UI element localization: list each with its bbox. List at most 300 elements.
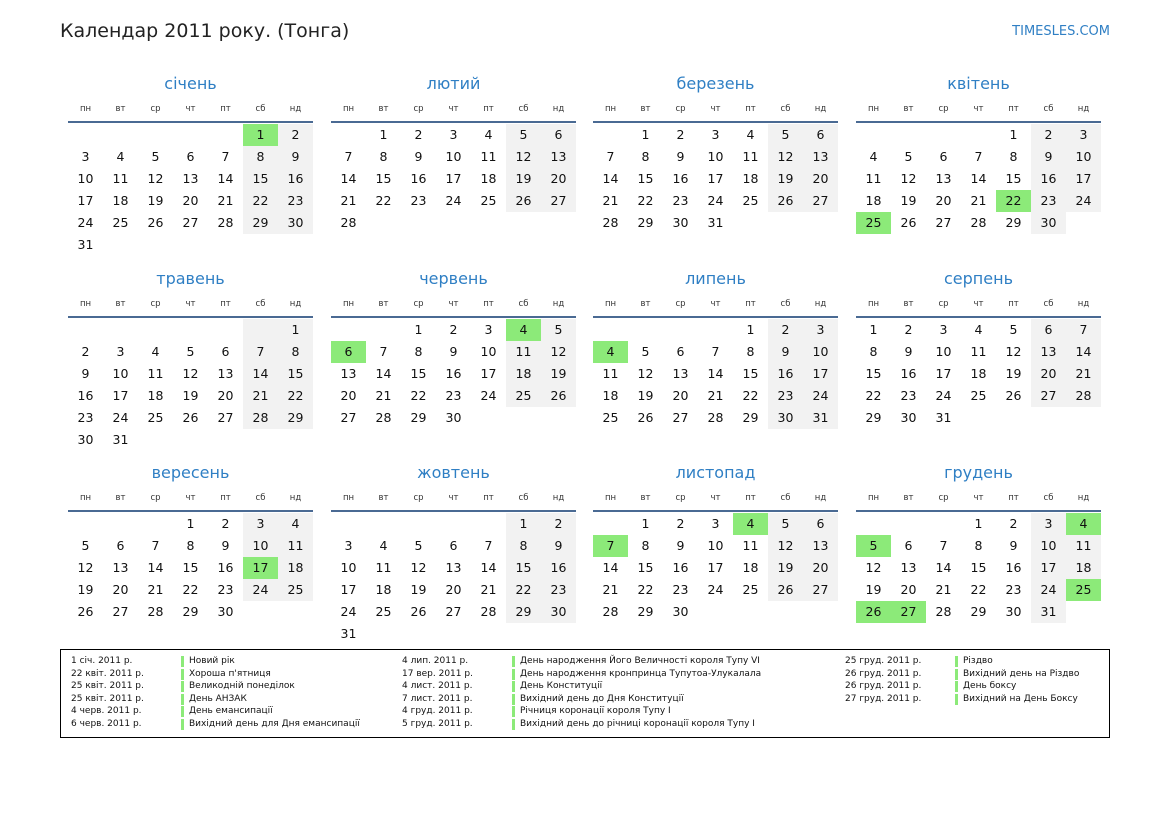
week-row [68, 429, 313, 451]
holiday-color-marker [181, 706, 184, 717]
day-cell: 5 [186, 344, 195, 359]
day-cell: 3 [344, 538, 353, 553]
day-cell: 29 [410, 410, 427, 425]
day-cell: 9 [81, 366, 90, 381]
day-cell: 30 [541, 601, 576, 623]
day-cell: 7 [606, 149, 615, 164]
day-cell: 10 [1031, 535, 1066, 557]
day-cell: 22 [506, 579, 541, 601]
day-cell: 17 [480, 366, 497, 381]
empty-day-cell [1031, 407, 1066, 429]
day-cell: 13 [182, 171, 199, 186]
empty-day-cell [208, 124, 243, 146]
day-cell: 27 [803, 579, 838, 601]
week-row [68, 168, 313, 190]
day-cell: 22 [375, 193, 392, 208]
weekday-label: пт [483, 104, 494, 114]
holiday-name: Річниця коронації короля Тупу I [520, 706, 671, 717]
day-cell: 9 [541, 535, 576, 557]
weekday-label: нд [814, 104, 827, 114]
week-row [856, 190, 1101, 212]
week-row [593, 579, 838, 601]
day-cell: 13 [541, 146, 576, 168]
day-cell: 1 [243, 124, 278, 146]
day-cell: 7 [221, 149, 230, 164]
day-cell: 20 [803, 168, 838, 190]
weekday-label: пт [220, 104, 231, 114]
day-cell: 23 [900, 388, 917, 403]
day-cell: 10 [707, 538, 724, 553]
empty-day-cell [243, 319, 278, 341]
legend-entry [71, 655, 360, 668]
day-cell: 22 [278, 385, 313, 407]
day-cell: 1 [1009, 127, 1018, 142]
day-cell: 14 [970, 171, 987, 186]
day-cell: 12 [506, 146, 541, 168]
day-cell: 29 [637, 215, 654, 230]
weekday-label: пт [745, 299, 756, 309]
day-cell: 3 [711, 127, 720, 142]
day-cell: 21 [707, 388, 724, 403]
week-row [68, 190, 313, 212]
day-cell: 14 [935, 560, 952, 575]
day-cell: 25 [1066, 579, 1101, 601]
day-cell: 13 [445, 560, 462, 575]
day-cell: 12 [768, 146, 803, 168]
empty-day-cell [208, 234, 243, 256]
holiday-date: 25 груд. 2011 р. [845, 656, 922, 666]
day-cell: 31 [112, 432, 129, 447]
day-cell: 16 [445, 366, 462, 381]
day-cell: 26 [410, 604, 427, 619]
week-row [331, 341, 576, 363]
day-cell: 12 [865, 560, 882, 575]
day-cell: 16 [672, 171, 689, 186]
weekday-label: чт [973, 104, 984, 114]
empty-day-cell [208, 429, 243, 451]
week-row [856, 341, 1101, 363]
day-cell: 29 [1005, 215, 1022, 230]
holiday-name: Різдво [963, 656, 993, 666]
empty-day-cell [891, 124, 926, 146]
month-name: серпень [944, 269, 1013, 288]
holiday-name: Великодній понеділок [189, 681, 295, 692]
day-cell: 9 [676, 149, 685, 164]
week-row [68, 341, 313, 363]
day-cell: 23 [217, 582, 234, 597]
day-cell: 27 [112, 604, 129, 619]
day-cell: 5 [856, 535, 891, 557]
day-cell: 15 [970, 560, 987, 575]
day-cell: 15 [742, 366, 759, 381]
day-cell: 7 [711, 344, 720, 359]
weekday-label: чт [185, 299, 196, 309]
empty-day-cell [401, 623, 436, 645]
weekday-label: вт [640, 493, 651, 503]
day-cell: 29 [243, 212, 278, 234]
empty-day-cell [593, 513, 628, 535]
empty-day-cell [331, 513, 366, 535]
day-cell: 27 [445, 604, 462, 619]
weekday-label: пн [79, 299, 92, 309]
legend-entry [71, 680, 360, 693]
day-cell: 29 [970, 604, 987, 619]
day-cell: 2 [768, 319, 803, 341]
week-row [331, 146, 576, 168]
day-cell: 30 [1031, 212, 1066, 234]
day-cell: 17 [707, 171, 724, 186]
week-row [593, 124, 838, 146]
day-cell: 6 [331, 341, 366, 363]
day-cell: 1 [974, 516, 983, 531]
weekday-label: нд [552, 493, 565, 503]
week-row [593, 557, 838, 579]
empty-day-cell [1066, 212, 1101, 234]
day-cell: 9 [904, 344, 913, 359]
day-cell: 22 [996, 190, 1031, 212]
legend-entry [402, 668, 761, 681]
month-calendar [331, 461, 576, 645]
holiday-name: Новий рік [189, 656, 235, 666]
weekday-label: пн [867, 299, 880, 309]
day-cell: 17 [1031, 557, 1066, 579]
holiday-name: Вихідний день для Дня емансипації [189, 718, 360, 729]
empty-day-cell [173, 429, 208, 451]
day-cell: 31 [340, 626, 357, 641]
day-cell: 20 [541, 168, 576, 190]
empty-day-cell [103, 513, 138, 535]
day-cell: 1 [379, 127, 388, 142]
holiday-date: 22 квіт. 2011 р. [71, 668, 144, 679]
holiday-color-marker [181, 694, 184, 705]
holiday-date: 4 груд. 2011 р. [402, 706, 473, 717]
weekday-label: нд [552, 299, 565, 309]
header-divider [593, 316, 838, 318]
weekday-label: нд [289, 493, 302, 503]
week-row [331, 623, 576, 645]
day-cell: 6 [221, 344, 230, 359]
day-cell: 17 [803, 363, 838, 385]
day-cell: 16 [768, 363, 803, 385]
weekday-label: пн [79, 493, 92, 503]
empty-day-cell [68, 513, 103, 535]
weekday-label: нд [1077, 299, 1090, 309]
day-cell: 14 [602, 171, 619, 186]
day-cell: 24 [340, 604, 357, 619]
day-cell: 1 [506, 513, 541, 535]
weekday-label: чт [448, 493, 459, 503]
day-cell: 27 [935, 215, 952, 230]
day-cell: 24 [445, 193, 462, 208]
legend-entry [402, 693, 761, 706]
day-cell: 16 [541, 557, 576, 579]
empty-day-cell [173, 234, 208, 256]
day-cell: 7 [379, 344, 388, 359]
holiday-date: 4 лист. 2011 р. [402, 681, 473, 692]
day-cell: 17 [340, 582, 357, 597]
day-cell: 27 [541, 190, 576, 212]
day-cell: 12 [768, 535, 803, 557]
empty-day-cell [1066, 601, 1101, 623]
week-row [331, 385, 576, 407]
day-cell: 2 [1009, 516, 1018, 531]
empty-day-cell [803, 601, 838, 623]
weekday-header [856, 102, 1101, 116]
day-cell: 8 [379, 149, 388, 164]
day-cell: 24 [707, 582, 724, 597]
week-row [331, 319, 576, 341]
weekday-header [593, 297, 838, 311]
day-cell: 6 [541, 124, 576, 146]
day-cell: 17 [1066, 168, 1101, 190]
week-row [856, 363, 1101, 385]
day-cell: 13 [803, 535, 838, 557]
week-row [856, 407, 1101, 429]
day-cell: 3 [711, 516, 720, 531]
holiday-name: День боксу [963, 681, 1017, 692]
empty-day-cell [173, 124, 208, 146]
day-cell: 22 [637, 582, 654, 597]
day-cell: 21 [480, 582, 497, 597]
day-cell: 28 [970, 215, 987, 230]
day-cell: 25 [112, 215, 129, 230]
day-cell: 2 [676, 127, 685, 142]
day-cell: 28 [147, 604, 164, 619]
day-cell: 15 [637, 171, 654, 186]
legend-entry [845, 680, 1079, 693]
holiday-date: 4 черв. 2011 р. [71, 706, 142, 717]
weekday-label: пт [483, 299, 494, 309]
week-row [68, 385, 313, 407]
week-row [593, 168, 838, 190]
day-cell: 7 [593, 535, 628, 557]
weekday-label: сб [255, 104, 266, 114]
day-cell: 23 [541, 579, 576, 601]
weekday-header [68, 491, 313, 505]
holiday-color-marker [181, 669, 184, 680]
holiday-color-marker [955, 681, 958, 692]
day-cell: 10 [803, 341, 838, 363]
day-cell: 28 [707, 410, 724, 425]
day-cell: 30 [672, 604, 689, 619]
empty-day-cell [506, 623, 541, 645]
day-cell: 29 [506, 601, 541, 623]
weekday-label: вт [903, 299, 914, 309]
day-cell: 8 [869, 344, 878, 359]
week-row [593, 190, 838, 212]
day-cell: 28 [602, 604, 619, 619]
day-cell: 10 [243, 535, 278, 557]
day-cell: 31 [803, 407, 838, 429]
weekday-label: вт [115, 104, 126, 114]
day-cell: 18 [506, 363, 541, 385]
week-row [593, 363, 838, 385]
weekday-header [331, 297, 576, 311]
day-cell: 30 [768, 407, 803, 429]
empty-day-cell [593, 319, 628, 341]
week-row [68, 513, 313, 535]
day-cell: 4 [1066, 513, 1101, 535]
empty-day-cell [366, 319, 401, 341]
empty-day-cell [663, 319, 698, 341]
day-cell: 2 [676, 516, 685, 531]
day-cell: 25 [970, 388, 987, 403]
day-cell: 5 [904, 149, 913, 164]
empty-day-cell [593, 124, 628, 146]
weekday-label: вт [115, 299, 126, 309]
day-cell: 24 [935, 388, 952, 403]
day-cell: 10 [707, 149, 724, 164]
day-cell: 27 [217, 410, 234, 425]
day-cell: 28 [480, 604, 497, 619]
day-cell: 8 [186, 538, 195, 553]
weekday-header [331, 102, 576, 116]
empty-day-cell [138, 429, 173, 451]
weekday-label: вт [115, 493, 126, 503]
day-cell: 11 [742, 149, 759, 164]
empty-day-cell [278, 234, 313, 256]
empty-day-cell [243, 601, 278, 623]
empty-day-cell [103, 234, 138, 256]
weekday-label: сб [780, 299, 791, 309]
header-divider [331, 510, 576, 512]
day-cell: 27 [891, 601, 926, 623]
holiday-name: Вихідний день на Різдво [963, 668, 1080, 679]
day-cell: 8 [278, 341, 313, 363]
brand-link[interactable]: TIMESLES.COM [1012, 24, 1110, 39]
header-divider [856, 121, 1101, 123]
weekday-label: ср [150, 299, 161, 309]
day-cell: 21 [1066, 363, 1101, 385]
day-cell: 8 [641, 149, 650, 164]
day-cell: 3 [484, 322, 493, 337]
holiday-color-marker [512, 656, 515, 667]
day-cell: 11 [278, 535, 313, 557]
week-row [856, 124, 1101, 146]
day-cell: 4 [974, 322, 983, 337]
empty-day-cell [891, 513, 926, 535]
day-cell: 25 [856, 212, 891, 234]
day-cell: 11 [375, 560, 392, 575]
weekday-label: чт [973, 493, 984, 503]
day-cell: 11 [865, 171, 882, 186]
weekday-label: нд [1077, 493, 1090, 503]
day-cell: 26 [900, 215, 917, 230]
week-row [68, 601, 313, 623]
day-cell: 30 [672, 215, 689, 230]
day-cell: 4 [869, 149, 878, 164]
day-cell: 28 [935, 604, 952, 619]
day-cell: 12 [637, 366, 654, 381]
day-cell: 26 [768, 190, 803, 212]
day-cell: 16 [900, 366, 917, 381]
month-name: липень [685, 269, 746, 288]
week-row [856, 557, 1101, 579]
day-cell: 2 [1031, 124, 1066, 146]
day-cell: 5 [506, 124, 541, 146]
month-calendar [856, 461, 1101, 623]
holiday-date: 6 черв. 2011 р. [71, 718, 142, 729]
day-cell: 28 [243, 407, 278, 429]
day-cell: 6 [1031, 319, 1066, 341]
week-row [593, 341, 838, 363]
day-cell: 6 [116, 538, 125, 553]
month-name: лютий [426, 74, 481, 93]
day-cell: 14 [602, 560, 619, 575]
holiday-date: 4 лип. 2011 р. [402, 656, 469, 666]
holiday-date: 27 груд. 2011 р. [845, 693, 922, 704]
day-cell: 6 [939, 149, 948, 164]
day-cell: 14 [340, 171, 357, 186]
day-cell: 12 [900, 171, 917, 186]
day-cell: 12 [1005, 344, 1022, 359]
day-cell: 17 [112, 388, 129, 403]
week-row [331, 407, 576, 429]
legend-column [71, 655, 360, 731]
day-cell: 4 [278, 513, 313, 535]
week-row [68, 579, 313, 601]
empty-day-cell [541, 407, 576, 429]
legend-entry [402, 680, 761, 693]
empty-day-cell [103, 319, 138, 341]
weekday-label: пт [1008, 104, 1019, 114]
day-cell: 28 [217, 215, 234, 230]
legend-entry [402, 705, 761, 718]
day-cell: 20 [803, 557, 838, 579]
day-cell: 19 [1005, 366, 1022, 381]
weekday-label: пн [79, 104, 92, 114]
weekday-label: чт [448, 299, 459, 309]
day-cell: 7 [243, 341, 278, 363]
empty-day-cell [628, 319, 663, 341]
day-cell: 7 [344, 149, 353, 164]
header-divider [856, 316, 1101, 318]
day-cell: 31 [77, 237, 94, 252]
day-cell: 20 [340, 388, 357, 403]
holiday-date: 26 груд. 2011 р. [845, 668, 922, 679]
day-cell: 14 [480, 560, 497, 575]
day-cell: 19 [541, 363, 576, 385]
day-cell: 25 [278, 579, 313, 601]
day-cell: 17 [77, 193, 94, 208]
day-cell: 26 [182, 410, 199, 425]
day-cell: 11 [602, 366, 619, 381]
day-cell: 30 [278, 212, 313, 234]
empty-day-cell [436, 212, 471, 234]
day-cell: 14 [217, 171, 234, 186]
day-cell: 18 [1066, 557, 1101, 579]
empty-day-cell [1066, 407, 1101, 429]
day-cell: 10 [112, 366, 129, 381]
empty-day-cell [208, 319, 243, 341]
day-cell: 24 [707, 193, 724, 208]
empty-day-cell [996, 407, 1031, 429]
holiday-name: День народження Його Величності короля Тупу VI [520, 656, 760, 666]
empty-day-cell [961, 407, 996, 429]
day-cell: 27 [672, 410, 689, 425]
day-cell: 2 [81, 344, 90, 359]
day-cell: 9 [221, 538, 230, 553]
day-cell: 4 [593, 341, 628, 363]
day-cell: 11 [147, 366, 164, 381]
day-cell: 19 [900, 193, 917, 208]
day-cell: 11 [742, 538, 759, 553]
day-cell: 16 [1031, 168, 1066, 190]
week-row [331, 557, 576, 579]
empty-day-cell [856, 513, 891, 535]
legend-entry [71, 705, 360, 718]
day-cell: 1 [746, 322, 755, 337]
